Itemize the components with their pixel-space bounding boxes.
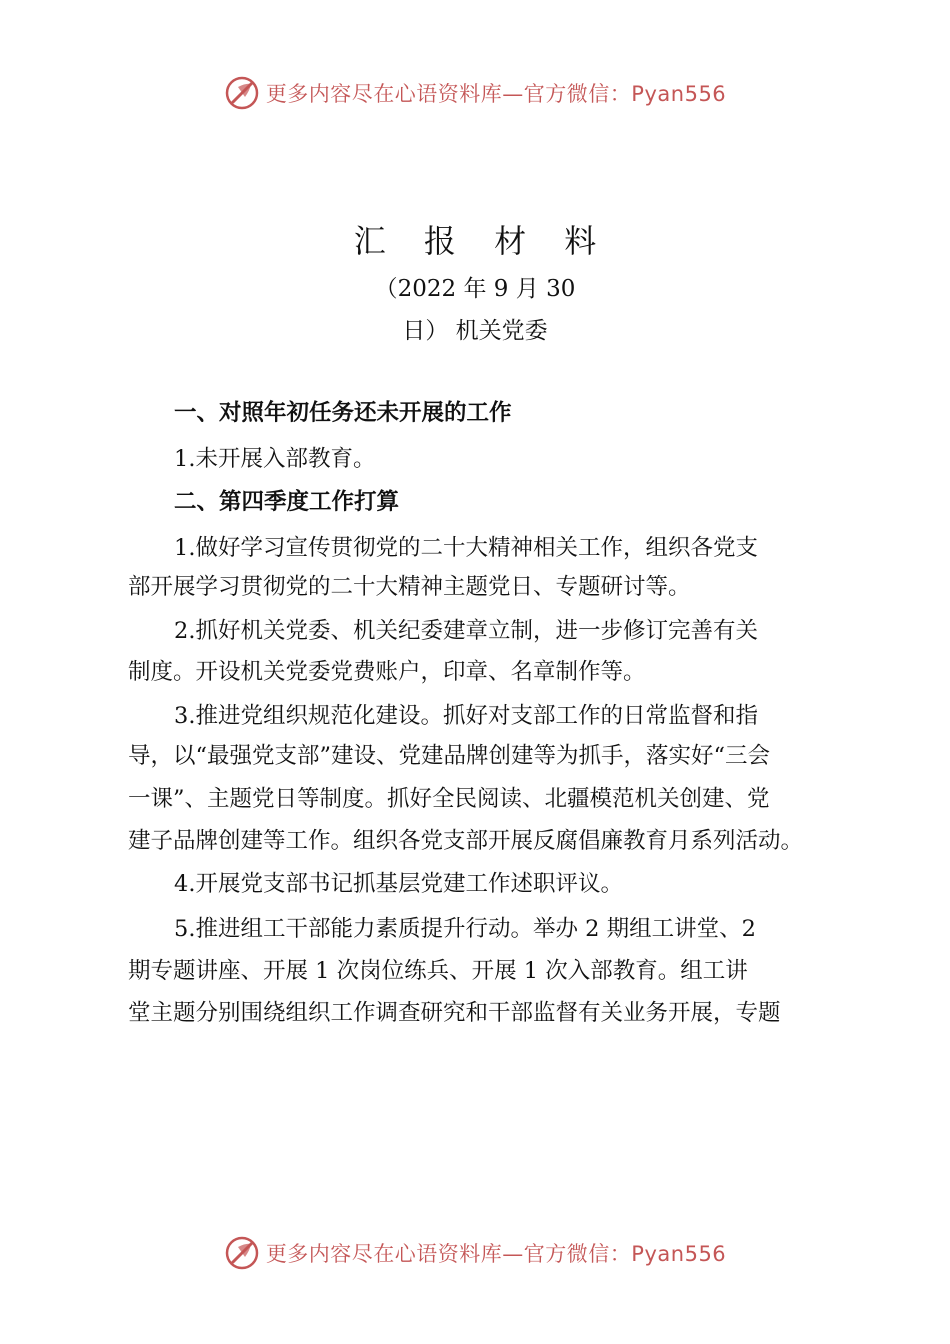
- section-heading-1: 一、对照年初任务还未开展的工作: [174, 400, 512, 426]
- paragraph-line: 建子品牌创建等工作。组织各党支部开展反腐倡廉教育月系列活动。: [128, 828, 804, 854]
- watermark-banner-bottom: [0, 1231, 950, 1275]
- paragraph-line: 5.推进组工干部能力素质提升行动。举办 2 期组工讲堂、2: [174, 916, 756, 942]
- watermark-banner-top: [0, 71, 950, 115]
- watermark-text: 更多内容尽在心语资料库—官方微信：Pyan556: [265, 82, 727, 106]
- paragraph-line: 1.未开展入部教育。: [174, 446, 376, 472]
- paragraph-line: 一课”、主题党日等制度。抓好全民阅读、北疆模范机关创建、党: [128, 786, 770, 812]
- paragraph-line: 1.做好学习宣传贯彻党的二十大精神相关工作，组织各党支: [174, 535, 758, 561]
- paragraph-line: 导，以“最强党支部”建设、党建品牌创建等为抓手，落实好“三会: [128, 743, 771, 769]
- date-line-1: （2022 年 9 月 30: [374, 276, 576, 302]
- paragraph-line: 制度。开设机关党委党费账户，印章、名章制作等。: [128, 659, 646, 685]
- quill-logo-icon: [224, 75, 260, 111]
- watermark-text: 更多内容尽在心语资料库—官方微信：Pyan556: [265, 1242, 727, 1266]
- paragraph-line: 2.抓好机关党委、机关纪委建章立制，进一步修订完善有关: [174, 618, 758, 644]
- paragraph-line: 4.开展党支部书记抓基层党建工作述职评议。: [174, 871, 623, 897]
- quill-logo-icon: [224, 1235, 260, 1271]
- paragraph-line: 部开展学习贯彻党的二十大精神主题党日、专题研讨等。: [128, 574, 691, 600]
- date-line-2: 日） 机关党委: [402, 318, 548, 344]
- paragraph-line: 堂主题分别围绕组织工作调查研究和干部监督有关业务开展，专题: [128, 1000, 781, 1026]
- document-title: 汇 报 材 料: [353, 222, 611, 260]
- paragraph-line: 3.推进党组织规范化建设。抓好对支部工作的日常监督和指: [174, 703, 758, 729]
- paragraph-line: 期专题讲座、开展 1 次岗位练兵、开展 1 次入部教育。组工讲: [128, 958, 748, 984]
- section-heading-2: 二、第四季度工作打算: [174, 489, 400, 515]
